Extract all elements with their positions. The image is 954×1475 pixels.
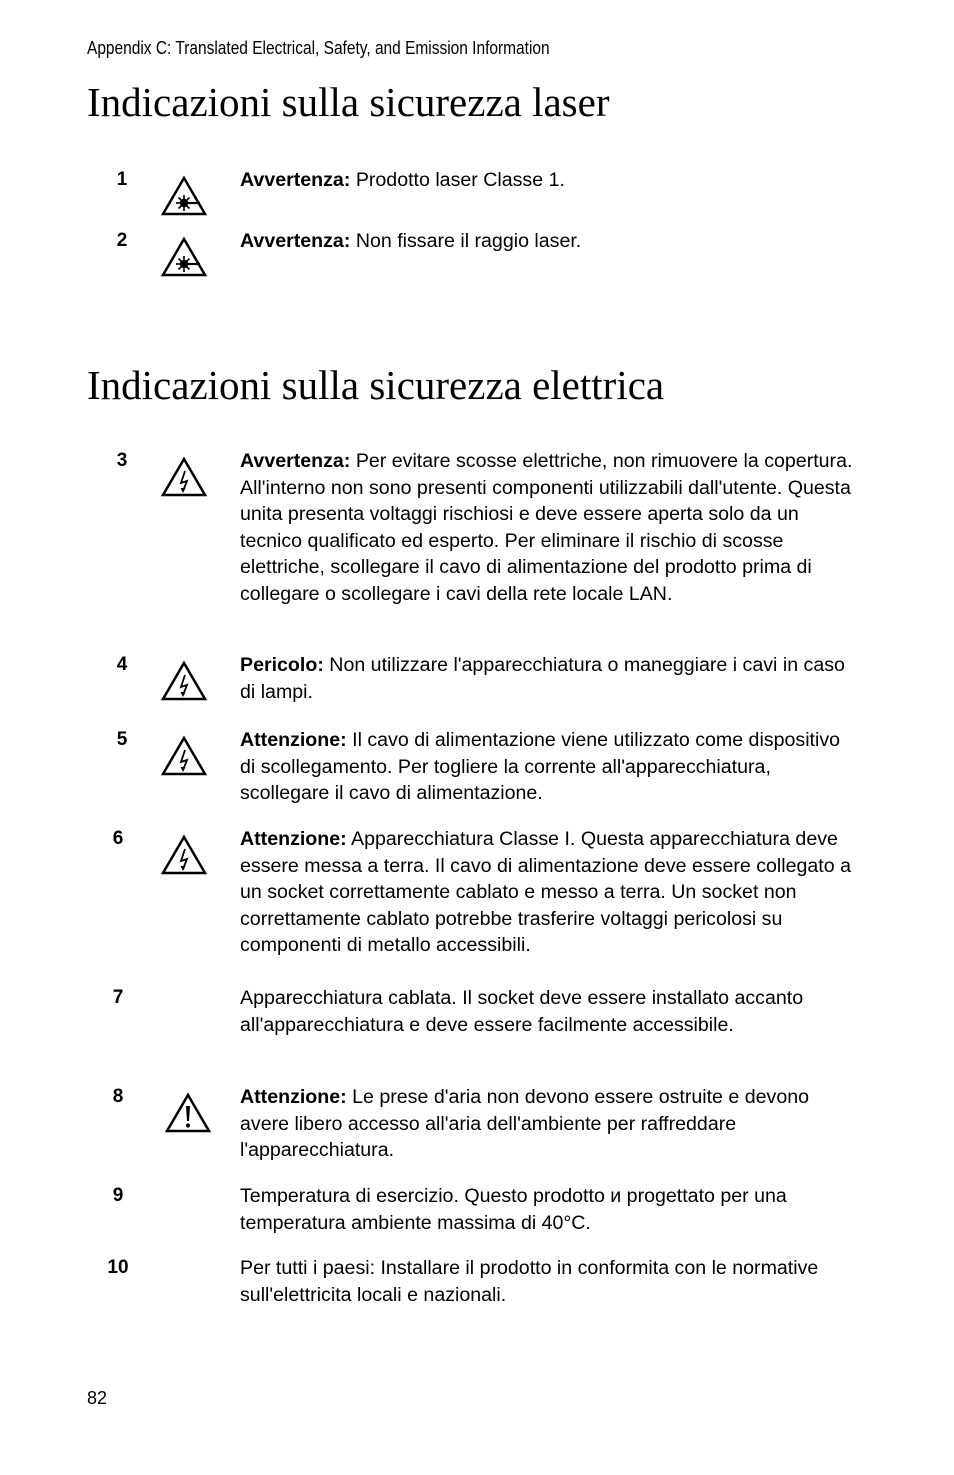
item-number: 6 [112, 828, 124, 849]
item-number: 8 [112, 1086, 124, 1107]
item-number: 5 [116, 729, 128, 750]
item-text [240, 826, 860, 959]
item-text [240, 448, 860, 607]
item-number: 7 [112, 987, 124, 1008]
section-title-laser-safety: Indicazioni sulla sicurezza laser [87, 79, 610, 125]
item-label: Avvertenza: [240, 230, 351, 252]
item-label: Avvertenza: [240, 450, 351, 472]
item-label: Avvertenza: [240, 169, 351, 191]
item-text [240, 1255, 860, 1308]
section-title-electrical-safety: Indicazioni sulla sicurezza elettrica [87, 362, 665, 408]
item-number: 3 [116, 450, 128, 471]
electrical-hazard-icon [160, 735, 208, 777]
item-body: Per tutti i paesi: Installare il prodotto in conformita con le normative sull'elettricita locali e nazionali. [240, 1257, 819, 1306]
item-text [240, 727, 860, 807]
item-body: Non fissare il raggio laser. [355, 230, 582, 252]
item-body: Per evitare scosse elettriche, non rimuovere la copertura. All'interno non sono presenti componenti utilizzabili dall'utente. Questa unita presenta voltaggi rischiosi e deve essere aperta solo da un tecnico qualificato ed esperto. Per eliminare il rischio di scosse elettriche, scollegare il cavo di alimentazione del prodotto prima di collegare o scollegare i cavi della rete locale LAN. [240, 450, 853, 605]
item-text [240, 1183, 860, 1236]
item-body: Temperatura di esercizio. Questo prodotto и progettato per una temperatura ambiente massima di 40°C. [240, 1185, 787, 1234]
laser-warning-icon [160, 175, 208, 217]
item-body: Apparecchiatura cablata. Il socket deve essere installato accanto all'apparecchiatura e deve essere facilmente accessibile. [240, 987, 804, 1036]
item-number: 4 [116, 654, 128, 675]
item-label: Attenzione: [240, 828, 347, 850]
electrical-hazard-icon [160, 660, 208, 702]
item-text [240, 167, 860, 194]
running-header: Appendix C: Translated Electrical, Safety, and Emission Information [87, 38, 550, 58]
item-body: Apparecchiatura Classe I. Questa apparecchiatura deve essere messa a terra. Il cavo di alimentazione deve essere collegato a un socket correttamente cablato e messo a terra. Un socket non correttamente cablato potrebbe trasferire voltaggi pericolosi su componenti di metallo accessibili. [240, 828, 851, 956]
item-label: Attenzione: [240, 729, 347, 751]
electrical-hazard-icon [160, 456, 208, 498]
item-label: Attenzione: [240, 1086, 347, 1108]
item-number: 2 [116, 230, 128, 251]
item-text [240, 1084, 860, 1164]
item-text [240, 228, 860, 255]
electrical-hazard-icon [160, 834, 208, 876]
item-label: Pericolo: [240, 654, 324, 676]
item-number: 9 [112, 1185, 124, 1206]
page-number: 82 [87, 1388, 108, 1408]
item-body: Il cavo di alimentazione viene utilizzato come dispositivo di scollegamento. Per togliere la corrente all'apparecchiatura, scollegare il cavo di alimentazione. [240, 729, 841, 804]
item-body: Prodotto laser Classe 1. [355, 169, 565, 191]
general-warning-icon [164, 1092, 212, 1134]
item-number: 1 [116, 169, 128, 190]
item-text [240, 652, 860, 705]
item-text [240, 985, 860, 1038]
item-body: Le prese d'aria non devono essere ostruite e devono avere libero accesso all'aria dell'ambiente per raffreddare l'apparecchiatura. [240, 1086, 810, 1161]
laser-warning-icon [160, 236, 208, 278]
item-body: Non utilizzare l'apparecchiatura o maneggiare i cavi in caso di lampi. [240, 654, 845, 703]
item-number: 10 [107, 1257, 129, 1278]
